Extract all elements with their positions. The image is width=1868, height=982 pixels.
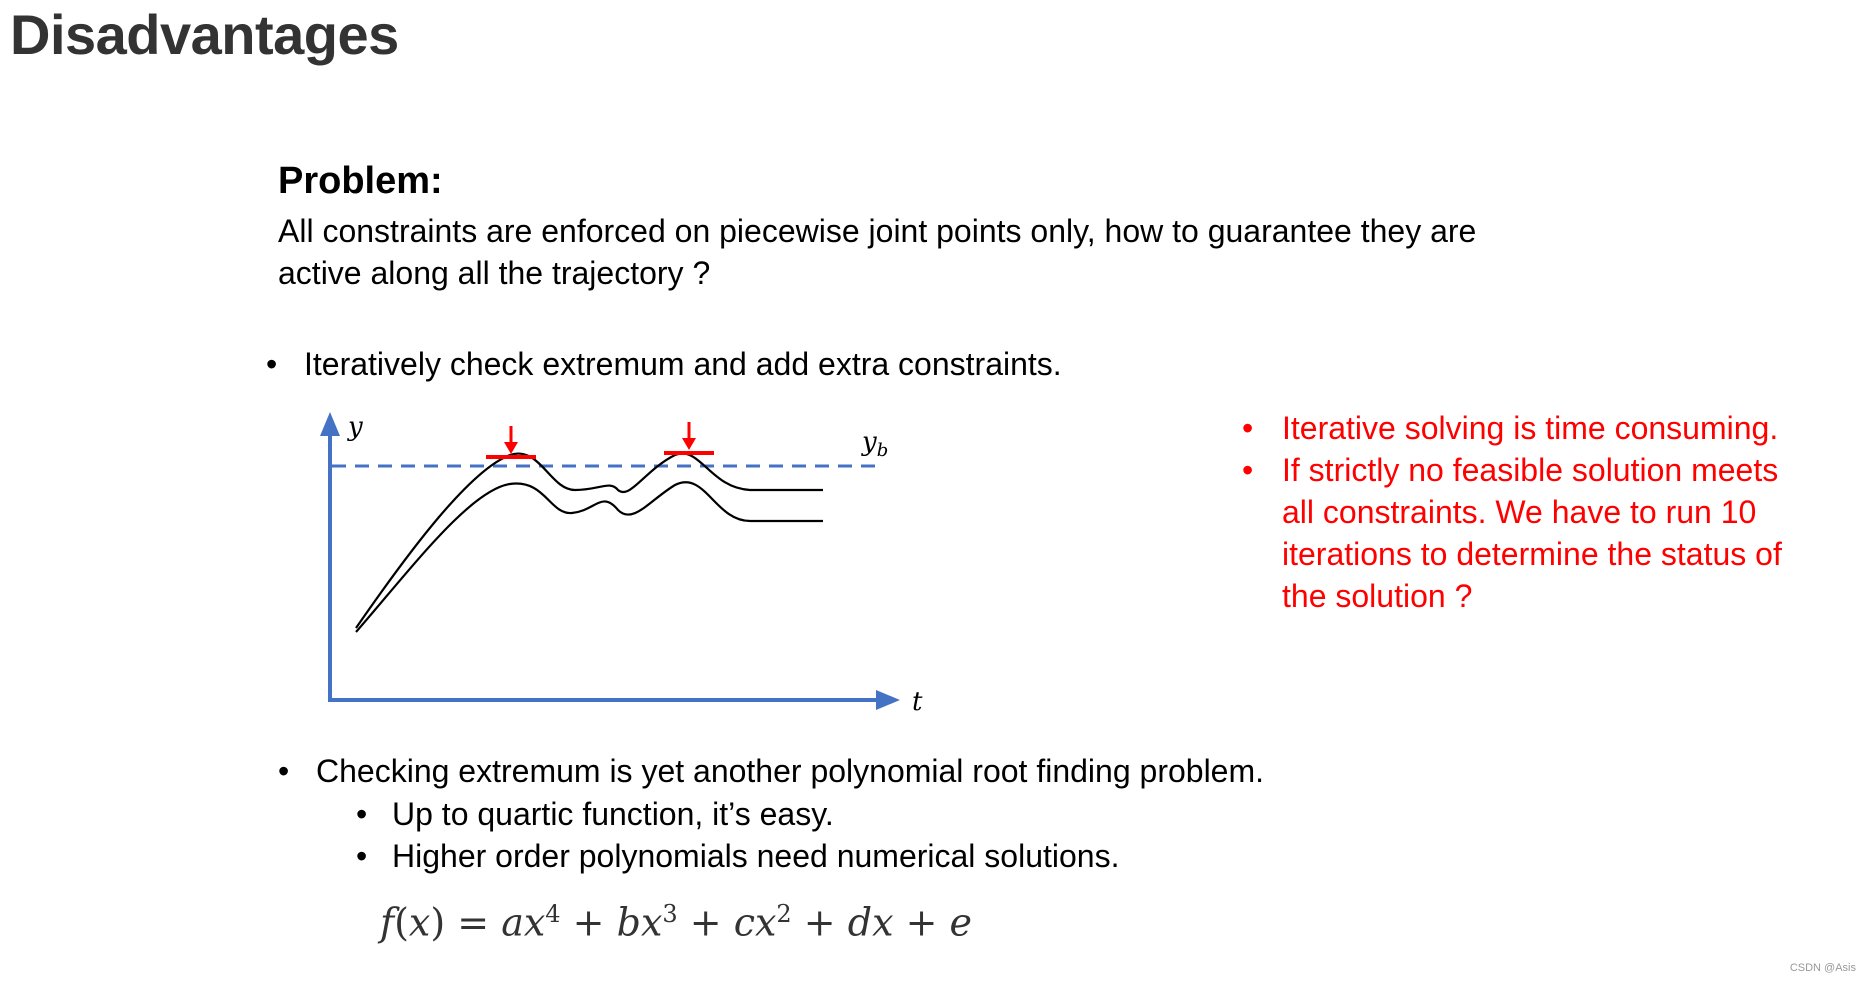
bullet-checking-extremum [278,750,1264,792]
formula-coef-d: d [847,900,873,945]
trajectory-curve-upper [356,453,823,628]
bullet-iterative-check [266,343,1062,385]
formula-x: x [754,900,777,945]
bound-label [861,427,888,461]
x-axis-arrow-icon [876,690,900,710]
page-title: Disadvantages [10,3,399,66]
drawback-line: all constraints. We have to run 10 [1282,494,1757,530]
bullet-text: Iteratively check extremum and add extra constraints. [304,346,1062,382]
formula-exponent: 4 [545,900,561,928]
formula-plus: + [803,900,836,945]
bullet-dot-icon: • [266,346,278,382]
drawback-text [1282,449,1782,617]
formula-x: x [872,900,894,945]
bound-label-main: y [862,427,877,457]
drawback-line: If strictly no feasible solution meets [1282,452,1779,488]
y-axis-label: y [348,412,363,442]
formula-coef-a: a [501,900,524,945]
formula-plus: + [572,900,605,945]
formula-exponent: 2 [776,900,792,928]
trajectory-curve-lower [356,482,823,632]
problem-statement [278,210,1476,294]
formula-coef-b: b [616,900,641,945]
trajectory-figure [300,400,960,730]
drawback-line: the solution ? [1282,578,1473,614]
formula-coef-c: c [733,900,755,945]
formula-f: f [380,900,395,945]
drawback-text: Iterative solving is time consuming. [1282,410,1779,446]
x-axis-label: t [912,687,923,717]
drawback-item [1242,407,1782,449]
sub-bullet-higher-order [356,835,1119,877]
sub-bullet-quartic [356,793,834,835]
down-arrow-head-icon [504,442,518,454]
bullet-text: Checking extremum is yet another polynomial root finding problem. [316,753,1265,789]
y-axis-arrow-icon [320,412,340,436]
bound-label-subscript: b [876,440,889,461]
bullet-text: Up to quartic function, it’s easy. [392,796,834,832]
formula-const-e: e [949,900,973,945]
formula-paren-open: ( [394,900,409,945]
bullet-dot-icon: • [1242,410,1254,446]
bullet-dot-icon: • [278,753,290,789]
formula-x: x [523,900,546,945]
bullet-dot-icon: • [356,796,368,832]
formula-x: x [640,900,663,945]
formula-plus: + [689,900,722,945]
drawback-line: iterations to determine the status of [1282,536,1782,572]
problem-heading: Problem: [278,160,443,202]
down-arrow-head-icon [682,438,696,450]
bullet-dot-icon: • [1242,452,1254,488]
bullet-dot-icon: • [356,838,368,874]
formula-plus: + [905,900,938,945]
problem-line: All constraints are enforced on piecewise joint points only, how to guarantee they are [278,213,1477,249]
formula-paren-close: ) [430,900,446,945]
problem-line: active along all the trajectory ? [278,255,711,291]
watermark: CSDN @Asis [1789,962,1856,974]
drawbacks-list [1242,407,1782,617]
bullet-text: Higher order polynomials need numerical solutions. [392,838,1120,874]
formula-equals: = [457,900,490,945]
drawback-item [1242,449,1782,617]
polynomial-formula [380,900,972,945]
formula-exponent: 3 [662,900,678,928]
formula-x: x [408,900,431,945]
